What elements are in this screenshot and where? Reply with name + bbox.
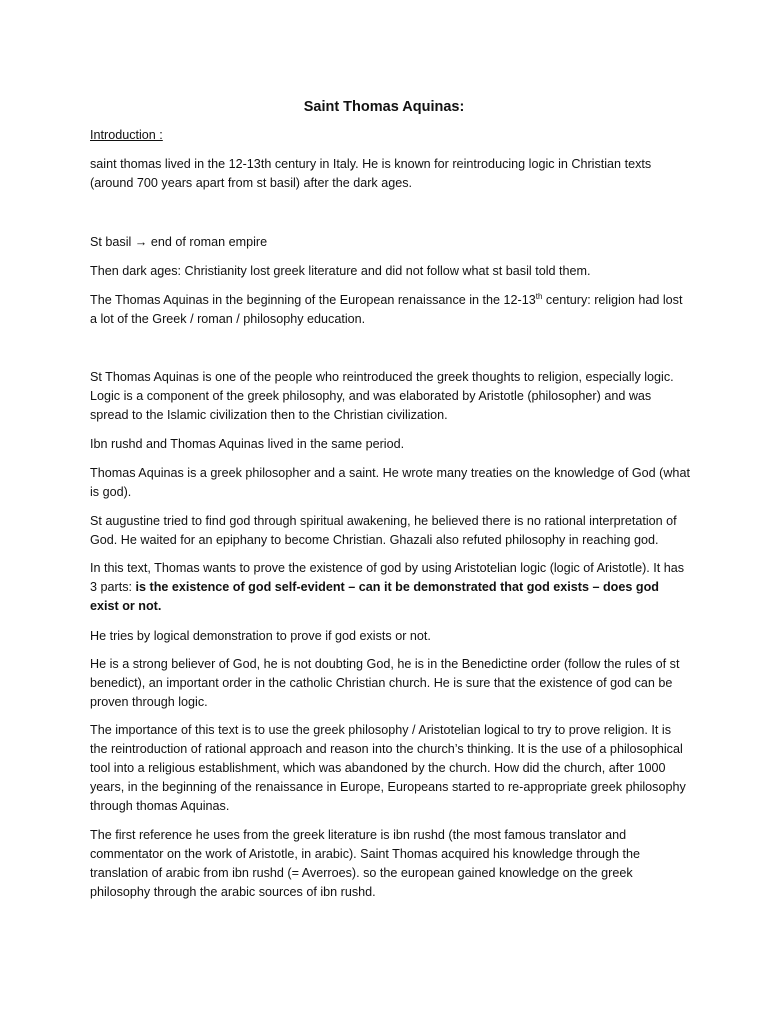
paragraph-8: St augustine tried to find god through spiritual awakening, he believed there is no rational interpretation of God. He waited for an epiphany to become Christian. Ghazali also refuted philosophy in reaching god. <box>90 514 677 547</box>
paragraph-9-bold-text: is the existence of god self-evident – can it be demonstrated that god exists – does god exist or not. <box>90 580 659 613</box>
paragraph-4-text-a: The Thomas Aquinas in the beginning of the European renaissance in the 12-13 <box>90 293 536 307</box>
paragraph-13: The first reference he uses from the greek literature is ibn rushd (the most famous translator and commentator on the work of Aristotle, in arabic). Saint Thomas acquired his knowledge through the translation of arabic from ibn rushd (= Averroes). so the european gained knowledge on the greek philosophy through the arabic sources of ibn rushd. <box>90 828 640 899</box>
paragraph-4-superscript: th <box>535 291 543 301</box>
paragraph-9-text: In this text, Thomas wants to prove the existence of god by using Aristotelian logic (logic of Aristotle). It has 3 parts: <box>90 561 685 594</box>
paragraph-5: St Thomas Aquinas is one of the people who reintroduced the greek thoughts to religion, especially logic. Logic is a component of the greek philosophy, and was elaborated by Aristotle (philosopher) and was spread to the Islamic civilization then to the Christian civilization. <box>90 370 674 422</box>
paragraph-7: Thomas Aquinas is a greek philosopher and a saint. He wrote many treaties on the knowledge of God (what is god). <box>90 466 690 499</box>
paragraph-2: St basil → end of roman empire <box>90 235 268 249</box>
paragraph-3: Then dark ages: Christianity lost greek literature and did not follow what st basil told them. <box>90 264 591 278</box>
section-heading-introduction: Introduction : <box>90 128 163 142</box>
paragraph-6: Ibn rushd and Thomas Aquinas lived in the same period. <box>90 437 405 451</box>
document-title: Saint Thomas Aquinas: <box>303 99 465 115</box>
paragraph-11: He is a strong believer of God, he is not doubting God, he is in the Benedictine order (follow the rules of st benedict), an important order in the catholic Christian church. He is sure that the existence of god can be proven through logic. <box>90 657 680 709</box>
paragraph-1: saint thomas lived in the 12-13th century in Italy. He is known for reintroducing logic in Christian texts (around 700 years apart from st basil) after the dark ages. <box>90 157 652 190</box>
paragraph-4-text-b: century: religion had lost a lot of the Greek / roman / philosophy education. <box>90 293 683 326</box>
paragraph-10: He tries by logical demonstration to prove if god exists or not. <box>90 629 431 643</box>
paragraph-12: The importance of this text is to use the greek philosophy / Aristotelian logical to try to prove religion. It is the reintroduction of rational approach and reason into the church’s thinking. It is the use of a philosophical tool into a religious establishment, which was abandoned by the church. How did the church, after 1000 years, in the beginning of the renaissance in Europe, Europeans started to re-appropriate greek philosophy through thomas Aquinas. <box>90 723 686 813</box>
paragraph-9 <box>90 559 690 616</box>
paragraph-4 <box>90 291 690 329</box>
